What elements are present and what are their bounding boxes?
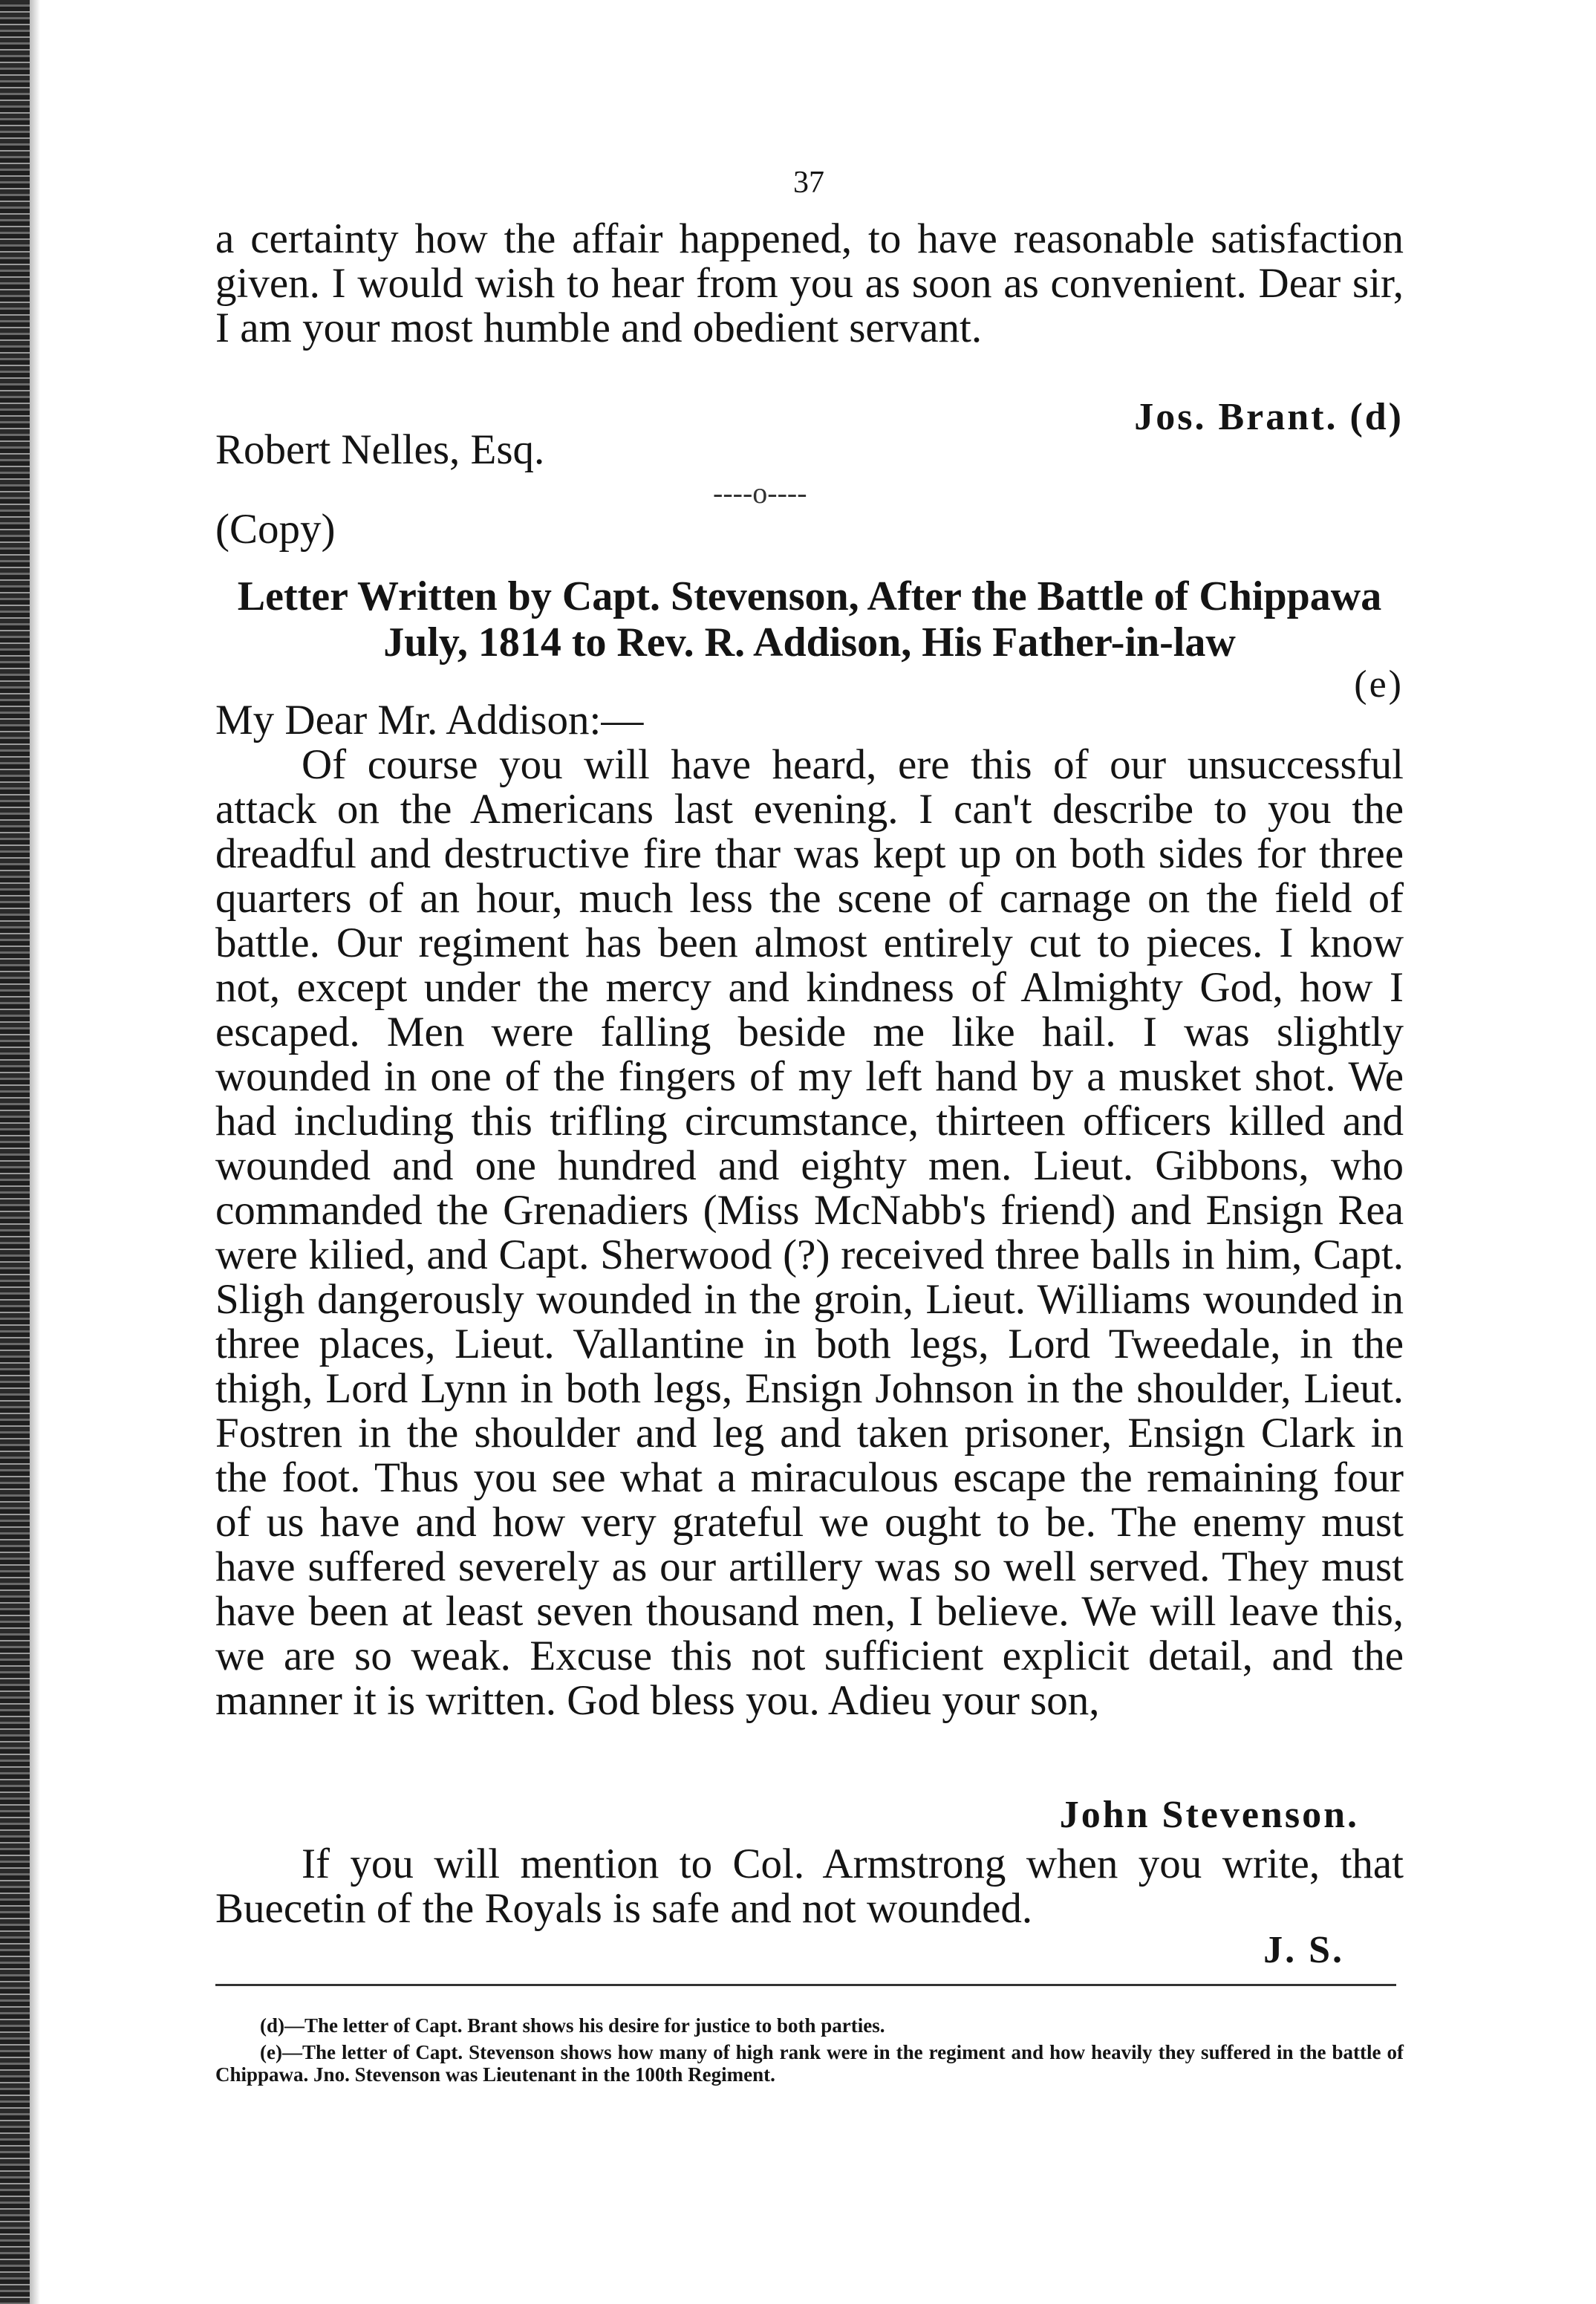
letter-heading-line-1: Letter Written by Capt. Stevenson, After the Battle of Chippawa (237, 573, 1382, 619)
binding-edge (0, 0, 30, 2304)
second-signature: John Stevenson. (1059, 1794, 1359, 1836)
footnotes (215, 2014, 1404, 2090)
postscript-initials: J. S. (1263, 1929, 1344, 1971)
footnote-e: (e)—The letter of Capt. Stevenson shows how many of high rank were in the regiment and how heavily they suffered in the battle of Chippawa. Jno. Stevenson was Lieutenant in the 100th Regiment. (215, 2041, 1404, 2086)
salutation: My Dear Mr. Addison:— (215, 697, 644, 743)
letter-heading-line-2: July, 1814 to Rev. R. Addison, His Father-in-law (383, 619, 1236, 666)
opening-paragraph: a certainty how the affair happened, to have reasonable satisfaction given. I would wish to hear from you as soon as convenient. Dear sir, I am your most humble and obedient servant. (215, 215, 1404, 351)
letter-body: Of course you will have heard, ere this of our unsuccessful attack on the Americans last evening. I can't describe to you the dreadful and destructive fire thar was kept up on both sides for three quarters of an hour, much less the scene of carnage on the field of battle. Our regiment has been almost entirely cut to pieces. I know not, except under the mercy and kindness of Almighty God, how I escaped. Men were falling beside me like hail. I was slightly wounded in one of the fingers of my left hand by a musket shot. We had including this trifling circumstance, thirteen officers killed and wounded and one hundred and eighty men. Lieut. Gibbons, who commanded the Grenadiers (Miss McNabb's friend) and Ensign Rea were kilied, and Capt. Sherwood (?) received three balls in him, Capt. Sligh dangerously wounded in the groin, Lieut. Williams wounded in three places, Lieut. Vallantine in both legs, Lord Tweedale, in the thigh, Lord Lynn in both legs, Ensign Johnson in the shoulder, Lieut. Fostren in the shoulder and leg and taken prisoner, Ensign Clark in the foot. Thus you see what a miraculous escape the remaining four of us have and how very grateful we ought to be. The enemy must have suffered severely as our artillery was so well served. They must have been at least seven thousand men, I believe. We will leave this, we are so weak. Excuse this not sufficient explicit detail, and the manner it is written. God bless you. Adieu your son, (215, 741, 1404, 1724)
footnote-rule (215, 1984, 1396, 1986)
postscript: If you will mention to Col. Armstrong when you write, that Buecetin of the Royals is safe and not wounded. (215, 1841, 1404, 1932)
first-recipient: Robert Nelles, Esq. (215, 426, 545, 473)
postscript-block (215, 1842, 1404, 1931)
footnote-marker-e: (e) (1354, 663, 1404, 706)
footnote-d: (d)—The letter of Capt. Brant shows his desire for justice to both parties. (260, 2014, 885, 2037)
page-number: 37 (793, 166, 824, 200)
first-signature: Jos. Brant. (d) (1134, 396, 1404, 438)
copy-label: (Copy) (215, 506, 336, 553)
separator: ----o---- (713, 476, 807, 510)
binding-shadow (30, 0, 40, 2304)
opening-paragraph-block (215, 217, 1404, 351)
letter-body-block (215, 743, 1404, 1723)
